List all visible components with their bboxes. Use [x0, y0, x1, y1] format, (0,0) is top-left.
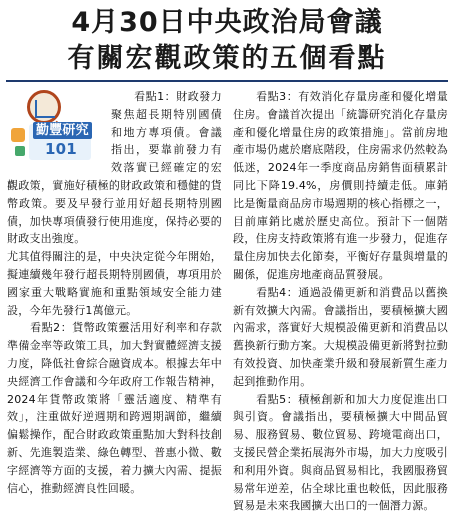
- headline: [0, 6, 454, 76]
- column-left: [7, 88, 222, 497]
- logo-text: 勤豐研究: [33, 122, 92, 139]
- paragraph-point-5: 看點5：積極創新和加大力度促進出口與引資。會議指出，要積極擴大中間品貿易、服務貿易、數位貿易、跨境電商出口，支援民營企業拓展海外市場，加大力度吸引和利用外資。與商品貿易相比，我國服務貿易常年逆差，佔全球比重也較低，因此服務貿易是未來我國擴大出口的一個潛力源。: [233, 392, 448, 513]
- column-right: [233, 88, 448, 515]
- paragraph-point-3: 看點3：有效消化存量房產和優化增量住房。會議首次提出「統籌研究消化存量房產和優化增量住房的政策措施」。當前房地產市場仍處於磨底階段，住房需求仍然較為低迷，2024年一季度商品房銷售面積累計同比下降19.4%，房價則持續走低。庫銷比是衡量商品房市場週期的核心指標之一，目前庫銷比處於歷史高位。預計下一個階段，住房支持政策將有進一步發力，促進存量住房加快去化節奏，平衡好存量與增量的關係，促進房地產商品質發展。: [233, 90, 448, 281]
- paragraph-point-1: 看點1：財政發力聚焦超長期特別國債和地方專項債。會議指出，要靠前發力有效落實已經確定的宏觀政策，實施好積極的財政政策和穩健的貨幣政策。要及早發行並用好超長期特別國債，加快專項債發行使用進度，保持必要的財政支出強度。: [7, 90, 222, 246]
- divider: [6, 80, 448, 82]
- paragraph-point-1-extra: 尤其值得關注的是，中央決定從今年開始，擬連續幾年發行超長期特別國債，專項用於國家重大戰略實施和重點領域安全能力建設，今年先發行1萬億元。: [7, 250, 222, 317]
- column-logo: [7, 88, 105, 164]
- bar-chart-icon: [35, 100, 55, 118]
- headline-line-2: 有關宏觀政策的五個看點: [67, 43, 387, 74]
- headline-line-1: 4月30日中央政治局會議: [71, 7, 383, 38]
- logo-decoration: [11, 128, 25, 142]
- paragraph-point-2: 看點2：貨幣政策靈活用好利率和存款準備金率等政策工具，加大對實體經濟支援力度，降低社會綜合融資成本。根據去年中央經濟工作會議和今年政府工作報告精神，2024年貨幣政策將「靈活適度、精準有效」，注重做好逆週期和跨週期調節，繼續偏鬆操作，配合財政政策重點加大對科技創新、先進製造業、綠色轉型、普惠小微、數字經濟等方面的支援，着力擴大內需、提振信心，推動經濟良性回暖。: [7, 321, 222, 495]
- logo-decoration: [15, 146, 25, 156]
- logo-number: 101: [45, 140, 77, 158]
- paragraph-point-4: 看點4：通過設備更新和消費品以舊換新有效擴大內需。會議指出，要積極擴大國內需求，落實好大規模設備更新和消費品以舊換新行動方案。大規模設備更新將對拉動有效投資、加快產業升級和發展新質生產力起到推動作用。: [233, 285, 448, 388]
